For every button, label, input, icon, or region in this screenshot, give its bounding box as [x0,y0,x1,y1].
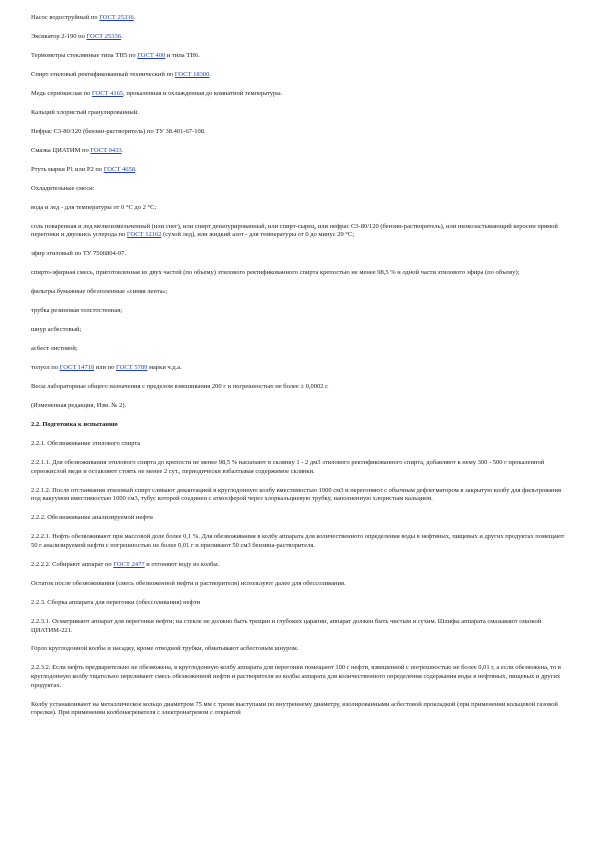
paragraph-text: шнур асбестовый; [31,326,82,334]
paragraph [31,533,571,550]
paragraph [31,664,571,690]
gost-link[interactable]: ГОСТ 4165 [91,89,124,97]
paragraph-text: . [121,32,123,40]
paragraph-text: и типа ТН6. [165,51,200,59]
paragraph-text: Спирт этиловый ректификованный технический по [31,70,175,78]
paragraph [31,185,571,194]
paragraph-text: 2.2.1. Обезвоживание этилового спирта [31,440,141,448]
paragraph-text: 2.2.2.2. Собирают аппарат по [31,560,114,568]
paragraph [31,487,571,504]
paragraph-text: спирто-эфирная смесь, приготовленная из двух частей (по объему) этилового ректификованного спирта крепостью не менее 98,5 % и одной части этилового эфира (по объему); [31,269,520,277]
section-heading-text: 2.2. Подготовка к испытанию [31,421,118,429]
paragraph [31,109,571,118]
paragraph-text: вода и лед - для температуры от 0 °С до 2 °С; [31,203,157,211]
paragraph [31,514,571,523]
paragraph-text: 2.2.1.2. После отстаивания этиловый спирт сливают декантацией в круглодонную колбу вместимостью 1000 см3 и перегоняют с обычным дефлегматором в закрытую колбу для фильтрования под вакуумом вместимостью 1000 см3, тубус которой соединен с атмосферой через хлоркальциевую трубку, наполненную хлористым кальцием. [31,486,562,503]
paragraph [31,645,571,654]
paragraph [31,701,571,718]
gost-link[interactable]: ГОСТ 4658 [103,165,135,173]
paragraph-text: Смазка ЦИАТИМ по [31,146,91,154]
paragraph [31,128,571,137]
paragraph [31,288,571,297]
paragraph [31,250,571,259]
paragraph-text: и отгоняют воду из колбы. [144,560,220,568]
paragraph-text: . [209,70,211,78]
paragraph-text: эфир этиловый по ТУ 7506804-97. [31,250,127,258]
paragraph [31,166,571,175]
gost-link[interactable]: ГОСТ 9433 [90,146,122,154]
paragraph-text: асбест листовой; [31,345,78,353]
paragraph [31,52,571,61]
paragraph-text: Насос водоструйный по [31,14,100,21]
paragraph [31,364,571,373]
gost-link[interactable]: ГОСТ 400 [137,51,166,59]
paragraph [31,326,571,335]
paragraph [31,147,571,156]
gost-link[interactable]: ГОСТ 25336 [99,14,134,21]
paragraph-text: Остаток после обезвоживания (смесь обезвоженной нефти и растворителя) используют далее для обессоливания. [31,579,346,587]
paragraph [31,421,571,430]
paragraph-text: Горло круглодонной колбы и насадку, кроме отводной трубки, обматывают асбестовым шнуром. [31,645,299,653]
paragraph [31,618,571,635]
paragraph-text: Ртуть марки Р1 или Р2 по [31,165,104,173]
gost-link[interactable]: ГОСТ 5789 [116,364,148,372]
paragraph [31,402,571,411]
paragraph-text: . [133,14,136,21]
paragraph-text: марки ч.д.а. [147,364,182,372]
paragraph-text: 2.2.3.2. Если нефть предварительно не обезвожена, в круглодонную колбу аппарата для перегонки помещают 100 г нефти, взвешенной с погрешностью не более 0,01 г, а если обезвожена, то в круглодонную колбу тщательно переливают смесь обезвоженной нефти и растворителя из колбы аппарата для количественного определения содержания воды в нефтяных, пищевых и других продуктах. [31,664,561,689]
gost-link[interactable]: ГОСТ 2477 [113,560,145,568]
paragraph-text: 2.2.3.1. Осматривают аппарат для перегонки нефти; на стекле не должно быть трещин и глубоких царапин, аппарат должен быть чистым и сухим. Шлифы аппарата смазывают смазкой ЦИАТИМ-221. [31,617,542,634]
paragraph-text: 2.2.2.1. Нефть обезвоживают при массовой доле более 0,1 %. Для обезвоживания в колбу аппарата для количественного определения воды в нефтяных, пищевых и других продуктах помещают 50 г анализируемой нефти с погрешностью не более 0,01 г и приливают 50 см3 бензина-растворителя. [31,533,565,549]
paragraph-text: трубка резиновая толстостенная; [31,307,123,315]
paragraph-text: Кальций хлористый гранулированный. [31,108,139,116]
paragraph-text: (Измененная редакция, Изм. № 2). [31,402,127,410]
paragraph [31,90,571,99]
paragraph-text: . [135,165,137,173]
paragraph-text: Нефрас С3-80/120 (бензин-растворитель) по ТУ 38.401-67-108. [31,127,206,135]
paragraph [31,561,571,570]
paragraph [31,223,571,240]
paragraph-text: Охладительные смеси: [31,184,95,192]
paragraph [31,599,571,608]
paragraph-text: Весы лабораторные общего назначения с пределом взвешивания 200 г и погрешностью не более ± 0,0002 г. [31,383,329,391]
gost-link[interactable]: ГОСТ 25336 [86,32,122,40]
gost-link[interactable]: ГОСТ 18300 [174,70,210,78]
paragraph-text: Медь сернокислая по [31,89,92,97]
paragraph [31,33,571,42]
paragraph-text: Колбу устанавливают на металлическое кольцо диаметром 75 мм с тремя выступами по внутреннему диаметру, изолированными асбестовой прокладкой (при применении кольцевой газовой горелки). При применении колбонагревателя с электронагревом с открытой [31,700,558,717]
paragraph-text: или по [94,364,117,372]
paragraph [31,204,571,213]
paragraph [31,307,571,316]
paragraph [31,71,571,80]
paragraph [31,269,571,278]
paragraph-text: 2.2.3. Сборка аппарата для перегонки (обессоливания) нефти [31,598,201,606]
paragraph-text: . [121,146,124,154]
gost-link[interactable]: ГОСТ 14710 [59,364,95,372]
paragraph-text: 2.2.1.1. Для обезвоживания этилового спирта до крепости не менее 98,5 % насыпают в склянку 1 - 2 дм3 этилового ректификованного спирта, добавляют к нему 300 - 500 г прокаленной сернокислой меди и оставляют стоять не менее 2 сут., периодически взбалтывая содержимое склянки. [31,459,545,475]
paragraph-text: Эксикатор 2-190 по [31,32,87,40]
paragraph [31,383,571,392]
paragraph-text: фильтры бумажные обеззоленные «синяя лента»; [31,288,168,296]
paragraph [31,440,571,449]
paragraph [31,580,571,589]
paragraph-text: , прокаленная и охлажденная до комнатной температуры. [123,89,283,97]
paragraph-text: 2.2.2. Обезвоживание анализируемой нефти [31,514,153,522]
paragraph [31,14,571,23]
paragraph-text: соль поваренная и лед мелкоизмельченный (или снег), или спирт денатурированный, или спирт-сырец, или нефрас С3-80/120 (бензин-растворитель), или низкозастывающий керосин прямой перегонки и двуокись углерода по [31,222,558,239]
document-body [31,14,571,728]
gost-link[interactable]: ГОСТ 12162 [126,231,162,239]
paragraph-text: Термометры стеклянные типа ТН5 по [31,51,138,59]
paragraph [31,345,571,354]
paragraph [31,459,571,476]
paragraph-text: (сухой лед), или жидкий азот - для температуры от 0 до минус 20 °С; [161,231,355,239]
paragraph-text: толуол по [31,364,60,372]
